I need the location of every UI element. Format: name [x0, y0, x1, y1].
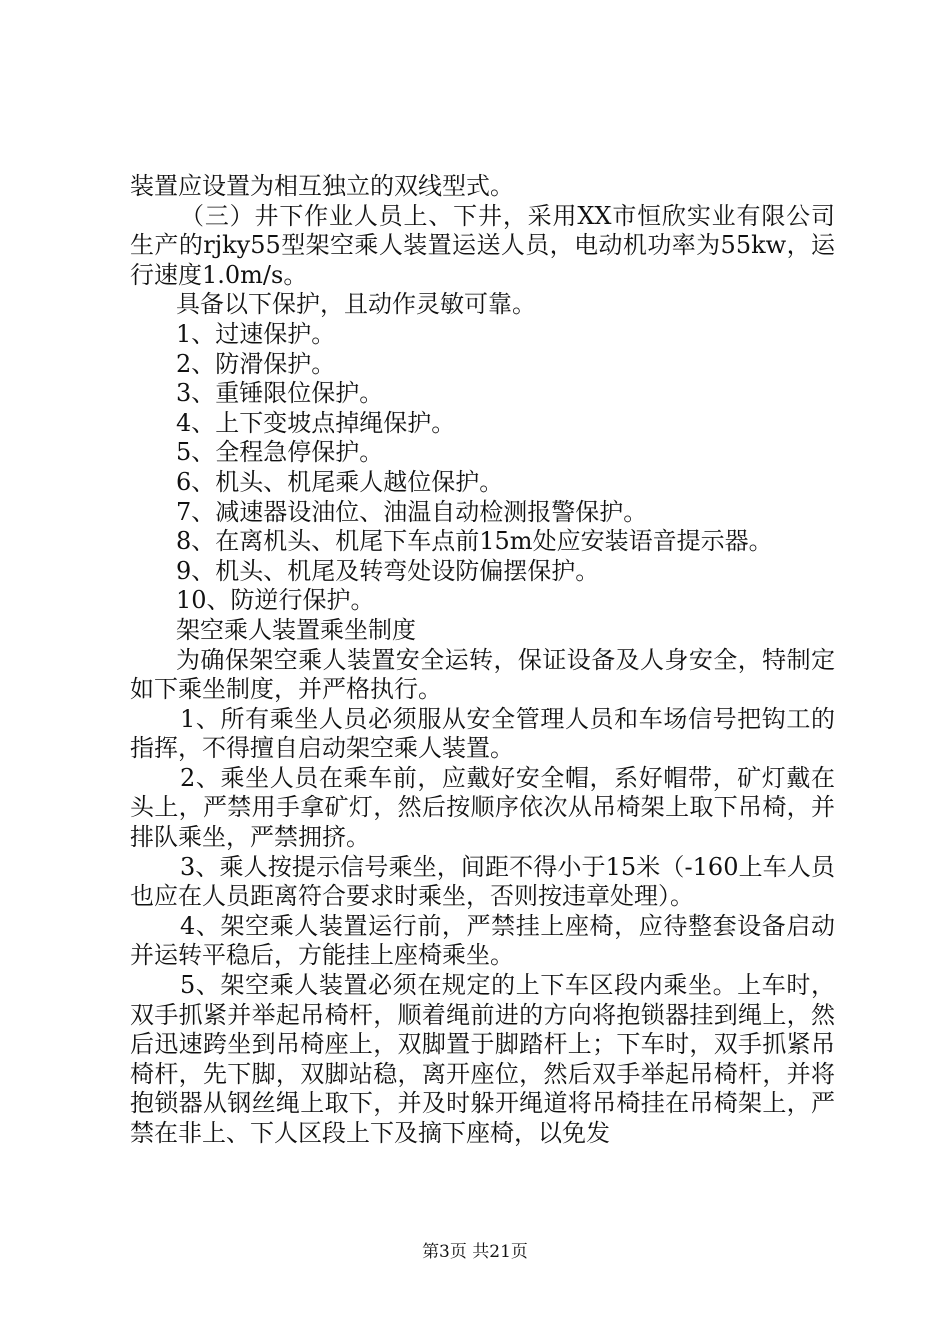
paragraph: 1、过速保护。 [176, 319, 336, 348]
paragraph: 2、乘坐人员在乘车前，应戴好安全帽，系好帽带，矿灯戴在头上，严禁用手拿矿灯，然后按顺序依次从吊椅架上取下吊椅，并排队乘坐，严禁拥挤。 [130, 763, 835, 852]
paragraph: 5、全程急停保护。 [176, 438, 384, 467]
paragraph: 2、防滑保护。 [176, 349, 336, 378]
document-body [130, 172, 835, 1149]
paragraph: 装置应设置为相互独立的双线型式。 [130, 172, 514, 200]
page-footer [0, 1242, 950, 1262]
paragraph: 3、重锤限位保护。 [176, 379, 384, 408]
page-number-label: 第3页 共21页 [422, 1242, 528, 1262]
paragraph: 7、减速器设油位、油温自动检测报警保护。 [176, 497, 648, 526]
paragraph: 9、机头、机尾及转弯处设防偏摆保护。 [176, 556, 600, 585]
paragraph: 3、乘人按提示信号乘坐，间距不得小于15米（-160上车人员也应在人员距离符合要求时乘坐，否则按违章处理）。 [130, 852, 835, 911]
paragraph: 为确保架空乘人装置安全运转，保证设备及人身安全，特制定如下乘坐制度，并严格执行。 [130, 645, 835, 704]
paragraph: （三）井下作业人员上、下井，采用XX市恒欣实业有限公司生产的rjky55型架空乘人装置运送人员，电动机功率为55kw，运行速度1.0m/s。 [130, 201, 835, 289]
paragraph: 8、在离机头、机尾下车点前15m处应安装语音提示器。 [176, 527, 773, 556]
paragraph: 具备以下保护，且动作灵敏可靠。 [176, 290, 536, 319]
paragraph: 架空乘人装置乘坐制度 [176, 615, 416, 644]
paragraph: 6、机头、机尾乘人越位保护。 [176, 467, 504, 496]
paragraph: 10、防逆行保护。 [176, 586, 375, 615]
paragraph: 1、所有乘坐人员必须服从安全管理人员和车场信号把钩工的指挥，不得擅自启动架空乘人装置。 [130, 704, 835, 763]
paragraph: 5、架空乘人装置必须在规定的上下车区段内乘坐。上车时，双手抓紧并举起吊椅杆，顺着绳前进的方向将抱锁器挂到绳上，然后迅速跨坐到吊椅座上，双脚置于脚踏杆上；下车时，双手抓紧吊椅杆，先下脚，双脚站稳，离开座位，然后双手举起吊椅杆，并将抱锁器从钢丝绳上取下，并及时躲开绳道将吊椅挂在吊椅架上，严禁在非上、下人区段上下及摘下座椅，以免发 [130, 971, 835, 1147]
paragraph: 4、架空乘人装置运行前，严禁挂上座椅，应待整套设备启动并运转平稳后，方能挂上座椅乘坐。 [130, 911, 835, 970]
paragraph: 4、上下变坡点掉绳保护。 [176, 408, 456, 437]
